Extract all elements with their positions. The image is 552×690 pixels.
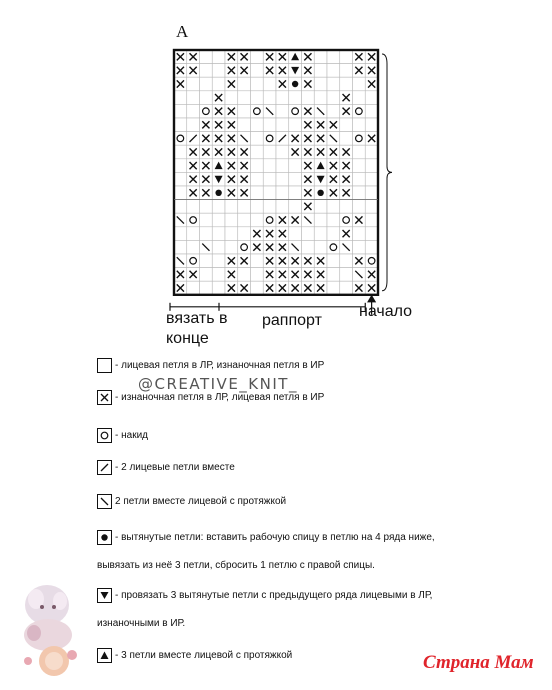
chart-cell bbox=[365, 104, 378, 118]
chart-cell bbox=[289, 104, 302, 118]
chart-cell bbox=[314, 91, 327, 105]
chart-cell bbox=[251, 159, 264, 173]
chart-cell bbox=[353, 91, 366, 105]
chart-cell bbox=[187, 213, 200, 227]
chart-cell bbox=[263, 213, 276, 227]
chart-cell bbox=[365, 186, 378, 200]
chart-cell bbox=[353, 227, 366, 241]
chart-cell bbox=[353, 77, 366, 91]
chart-cell bbox=[225, 213, 238, 227]
legend-text-continued: вывязать из неё 3 петли, сбросить 1 петлю с правой спицы. bbox=[97, 560, 375, 571]
legend-item-up bbox=[97, 648, 292, 663]
chart-cell bbox=[174, 200, 187, 214]
chart-cell bbox=[187, 77, 200, 91]
chart-cell bbox=[251, 77, 264, 91]
legend-text: - лицевая петля в ЛР, изнаночная петля в ИР bbox=[115, 360, 325, 371]
chart-cell bbox=[174, 227, 187, 241]
chart-cell bbox=[251, 268, 264, 282]
chart-cell bbox=[212, 281, 225, 295]
chart-cell bbox=[200, 50, 213, 64]
chart-cell bbox=[212, 268, 225, 282]
chart-cell bbox=[276, 159, 289, 173]
chart-cell bbox=[200, 77, 213, 91]
chart-cell bbox=[187, 91, 200, 105]
chart-cell bbox=[353, 145, 366, 159]
chart-cell bbox=[302, 240, 315, 254]
chart-cell bbox=[251, 213, 264, 227]
mascot-image bbox=[14, 575, 84, 683]
chart-cell bbox=[365, 227, 378, 241]
chart-cell bbox=[174, 145, 187, 159]
chart-cell bbox=[327, 77, 340, 91]
chart-cell bbox=[365, 200, 378, 214]
chart-cell bbox=[225, 200, 238, 214]
chart-cell bbox=[340, 118, 353, 132]
chart-cell bbox=[340, 50, 353, 64]
chart-cell bbox=[365, 240, 378, 254]
chart-cell bbox=[340, 200, 353, 214]
chart-cell bbox=[200, 64, 213, 78]
chart-cell bbox=[174, 186, 187, 200]
chart-label: A bbox=[176, 22, 189, 41]
elongated-mark bbox=[317, 190, 323, 196]
chart-cell bbox=[353, 200, 366, 214]
chart-cell bbox=[212, 77, 225, 91]
chart-cell bbox=[353, 186, 366, 200]
chart-cell bbox=[263, 91, 276, 105]
chart-cell bbox=[340, 132, 353, 146]
chart-cell bbox=[327, 281, 340, 295]
chart-cell bbox=[200, 268, 213, 282]
chart-cell bbox=[314, 240, 327, 254]
legend-text: - накид bbox=[115, 430, 148, 441]
chart-cell bbox=[251, 281, 264, 295]
chart-cell bbox=[187, 227, 200, 241]
chart-cell bbox=[276, 91, 289, 105]
chart-cell bbox=[365, 118, 378, 132]
row-repeat-brace bbox=[382, 54, 392, 291]
chart-cell bbox=[327, 64, 340, 78]
legend-text: 2 петли вместе лицевой с протяжкой bbox=[115, 496, 287, 507]
chart-cell bbox=[314, 50, 327, 64]
chart-cell bbox=[174, 159, 187, 173]
chart-cell bbox=[263, 186, 276, 200]
chart-cell bbox=[327, 213, 340, 227]
chart-cell bbox=[327, 254, 340, 268]
legend-text: - изнаночная петля в ЛР, лицевая петля в ИР bbox=[115, 392, 325, 403]
chart-cell bbox=[327, 240, 340, 254]
chart-cell bbox=[340, 268, 353, 282]
elongated-mark bbox=[215, 190, 221, 196]
chart-cell bbox=[212, 200, 225, 214]
chart-cell bbox=[251, 132, 264, 146]
chart-cell bbox=[263, 132, 276, 146]
chart-cell bbox=[251, 64, 264, 78]
chart-cell bbox=[251, 254, 264, 268]
chart-cell bbox=[200, 200, 213, 214]
chart-cell bbox=[314, 77, 327, 91]
chart-cell bbox=[276, 172, 289, 186]
chart-cell bbox=[353, 132, 366, 146]
chart-cell bbox=[263, 118, 276, 132]
chart-cell bbox=[238, 268, 251, 282]
chart-cell bbox=[238, 118, 251, 132]
chart-cell bbox=[212, 227, 225, 241]
backslash-icon bbox=[97, 494, 112, 509]
legend-text: - вытянутые петли: вставить рабочую спицу в петлю на 4 ряда ниже, bbox=[115, 532, 435, 543]
chart-cell bbox=[238, 77, 251, 91]
chart-cell bbox=[174, 118, 187, 132]
chart-cell bbox=[365, 145, 378, 159]
legend-item-circle bbox=[97, 428, 148, 443]
site-watermark-text: Страна Мам bbox=[423, 652, 534, 673]
legend-item-down bbox=[97, 588, 432, 603]
chart-cell bbox=[238, 213, 251, 227]
chart-cell bbox=[212, 64, 225, 78]
chart-cell bbox=[365, 159, 378, 173]
chart-cell bbox=[289, 200, 302, 214]
chart-cell bbox=[263, 159, 276, 173]
legend-text: - 2 лицевые петли вместе bbox=[115, 462, 235, 473]
empty-icon bbox=[97, 358, 112, 373]
dot-icon bbox=[97, 530, 112, 545]
legend-text: - 3 петли вместе лицевой с протяжкой bbox=[115, 650, 293, 661]
creative-knit-watermark: @CREATIVE_KNIT_ bbox=[138, 375, 298, 393]
chart-cell bbox=[251, 200, 264, 214]
chart-cell bbox=[276, 200, 289, 214]
chart-cell bbox=[302, 91, 315, 105]
chart-cell bbox=[340, 213, 353, 227]
chart-cell bbox=[187, 104, 200, 118]
legend-text-continued: изнаночными в ИР. bbox=[97, 618, 186, 629]
chart-cell bbox=[238, 104, 251, 118]
chart-cell bbox=[251, 186, 264, 200]
chart-cell bbox=[365, 172, 378, 186]
chart-cell bbox=[263, 145, 276, 159]
chart-cell bbox=[314, 213, 327, 227]
chart-cell bbox=[174, 132, 187, 146]
chart-cell bbox=[365, 213, 378, 227]
chart-cell bbox=[276, 118, 289, 132]
chart-cell bbox=[200, 227, 213, 241]
chart-cell bbox=[263, 200, 276, 214]
slash-icon bbox=[97, 460, 112, 475]
chart-cell bbox=[251, 172, 264, 186]
circle-icon bbox=[97, 428, 112, 443]
chart-grid bbox=[0, 0, 552, 340]
chart-cell bbox=[212, 213, 225, 227]
chart-cell bbox=[187, 240, 200, 254]
chart-cell bbox=[187, 281, 200, 295]
chart-cell bbox=[327, 91, 340, 105]
chart-cell bbox=[314, 64, 327, 78]
chart-cell bbox=[302, 227, 315, 241]
chart-cell bbox=[289, 227, 302, 241]
chart-cell bbox=[289, 91, 302, 105]
chart-cell bbox=[276, 145, 289, 159]
chart-cell bbox=[238, 227, 251, 241]
chart-cell bbox=[263, 172, 276, 186]
chart-cell bbox=[174, 91, 187, 105]
chart-cell bbox=[251, 91, 264, 105]
chart-cell bbox=[276, 186, 289, 200]
chart-cell bbox=[314, 227, 327, 241]
chart-cell bbox=[200, 91, 213, 105]
chart-cell bbox=[314, 200, 327, 214]
chart-cell bbox=[276, 104, 289, 118]
chart-cell bbox=[289, 186, 302, 200]
chart-cell bbox=[340, 281, 353, 295]
chart-cell bbox=[225, 240, 238, 254]
chart-cell bbox=[353, 240, 366, 254]
legend-item-backslash bbox=[97, 494, 286, 509]
chart-cell bbox=[212, 240, 225, 254]
legend-item-dot bbox=[97, 530, 435, 545]
chart-cell bbox=[327, 50, 340, 64]
chart-cell bbox=[225, 91, 238, 105]
elongated-mark bbox=[292, 81, 298, 87]
chart-cell bbox=[251, 145, 264, 159]
chart-cell bbox=[353, 104, 366, 118]
chart-cell bbox=[289, 118, 302, 132]
chart-cell bbox=[187, 254, 200, 268]
chart-cell bbox=[238, 200, 251, 214]
chart-cell bbox=[200, 213, 213, 227]
chart-cell bbox=[200, 254, 213, 268]
chart-cell bbox=[340, 77, 353, 91]
chart-cell bbox=[365, 254, 378, 268]
label-repeat: раппорт bbox=[262, 312, 322, 329]
chart-cell bbox=[353, 172, 366, 186]
chart-cell bbox=[327, 200, 340, 214]
chart-cell bbox=[212, 50, 225, 64]
chart-cell bbox=[251, 50, 264, 64]
chart-cell bbox=[187, 118, 200, 132]
chart-cell bbox=[263, 77, 276, 91]
chart-cell bbox=[340, 64, 353, 78]
legend-item-slash bbox=[97, 460, 235, 475]
chart-cell bbox=[327, 268, 340, 282]
chart-cell bbox=[289, 172, 302, 186]
legend-text: - провязать 3 вытянутые петли с предыдущего ряда лицевыми в ЛР, bbox=[115, 590, 433, 601]
chart-cell bbox=[353, 118, 366, 132]
chart-cell bbox=[289, 159, 302, 173]
chart-cell bbox=[327, 104, 340, 118]
legend-item-empty bbox=[97, 358, 324, 373]
chart-cell bbox=[174, 104, 187, 118]
chart-cell bbox=[251, 118, 264, 132]
chart-cell bbox=[238, 91, 251, 105]
chart-cell bbox=[212, 254, 225, 268]
chart-cell bbox=[340, 254, 353, 268]
chart-cell bbox=[174, 172, 187, 186]
chart-cell bbox=[187, 200, 200, 214]
chart-cell bbox=[251, 104, 264, 118]
chart-cell bbox=[327, 227, 340, 241]
chart-cell bbox=[353, 159, 366, 173]
label-end: вязать в конце bbox=[166, 310, 228, 347]
chart-cell bbox=[365, 91, 378, 105]
chart-cell bbox=[174, 240, 187, 254]
site-watermark bbox=[423, 652, 534, 674]
legend-item-cross bbox=[97, 390, 324, 405]
chart-cell bbox=[200, 104, 213, 118]
cross-icon bbox=[97, 390, 112, 405]
chart-cell bbox=[200, 281, 213, 295]
chart-cell bbox=[225, 227, 238, 241]
label-start: начало bbox=[359, 303, 413, 320]
chart-cell bbox=[238, 240, 251, 254]
up-icon bbox=[97, 648, 112, 663]
down-icon bbox=[97, 588, 112, 603]
